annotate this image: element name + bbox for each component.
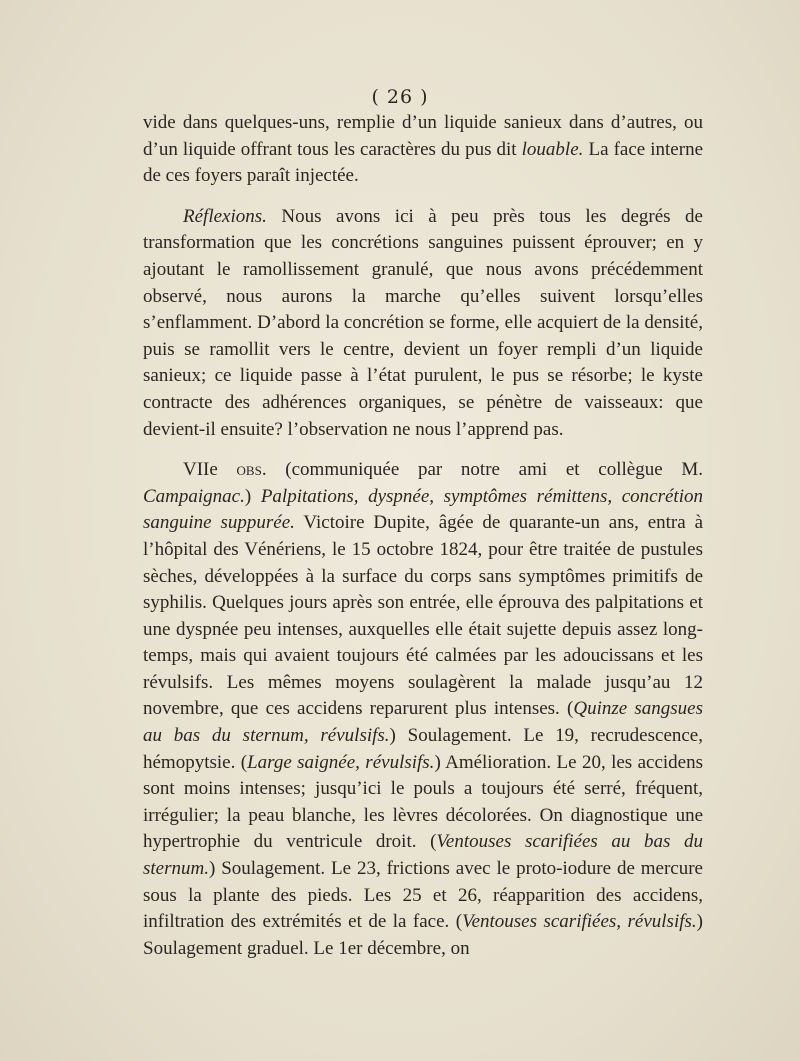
- paragraph-reflexions: [143, 204, 703, 443]
- text-run: ): [244, 485, 261, 507]
- text-run: ) Soulagement. Le 19, recrudescence, hémopytsie. (: [143, 725, 703, 773]
- text-run: Nous avons ici à peu près tous les degrés de transformation que les concrétions sanguines puissent éprouver; en y ajoutant le ramollissement granulé, que nous avons précédemment observé, nous aurons la marche qu’elles suivent lorsqu’elles s’enflamment. D’abord la concrétion se forme, elle acquiert de la densité, puis se ramollit vers le centre, devient un foyer rempli d’un liquide sanieux; ce liquide passe à l’état purulent, le pus se résorbe; le kyste contracte des adhérences organiques, se pénètre de vaisseaux: que devient-il ensuite? l’observation ne nous l’apprend pas.: [143, 205, 703, 440]
- emphasis: louable.: [521, 138, 584, 160]
- paragraph-continuation: [143, 110, 703, 190]
- text-run: ) Amélioration. Le 20, les accidens sont moins intenses; jusqu’ici le pouls a toujours été serré, fréquent, irrégulier; la peau blanche, les lèvres décolorées. On diagnostique une hypertrophie du ventricule droit. (: [143, 751, 703, 853]
- observation-label: obs.: [236, 459, 267, 481]
- treatment: Quinze sangsues au bas du sternum, révulsifs.: [143, 698, 703, 747]
- text-run: (communiquée par notre ami et collègue M.: [266, 459, 704, 481]
- text-run: Victoire Dupite, âgée de quarante-un ans, entra à l’hôpital des Vénériens, le 15 octobre 1824, pour être traitée de pustules sèches, développées à la surface du corps sans symptômes primitifs de syphilis. Quelques jours après son entrée, elle éprouva des palpitations et une dyspnée peu intenses, auxquelles elle était sujette depuis assez long-temps, mais qui avaient toujours été calmées par les adoucissans et les révulsifs. Les mêmes moyens soulagèrent la malade jusqu’au 12 novembre, que ces accidens reparurent plus intenses. (: [143, 512, 703, 720]
- observation-title: Palpitations, dyspnée, symptômes rémittens, concrétion sanguine suppurée.: [143, 485, 703, 534]
- observation-number: VIIe: [183, 459, 237, 481]
- text-run: ) Soulagement. Le 23, frictions avec le proto-iodure de mercure sous la plante des pieds. Les 25 et 26, réapparition des accidens, infiltration des extrémités et de la face. (: [143, 858, 703, 933]
- body-text: [143, 110, 703, 962]
- treatment: Large saignée, révulsifs.: [247, 751, 435, 773]
- treatment: Ventouses scarifiées au bas du sternum.: [143, 831, 703, 880]
- paragraph-observation: [143, 457, 703, 962]
- text-run: La face interne de ces foyers paraît injectée.: [143, 138, 704, 187]
- emphasis: Campaignac.: [143, 485, 245, 507]
- treatment: Ventouses scarifiées, révulsifs.: [462, 911, 697, 933]
- section-heading: Réflexions.: [183, 205, 267, 227]
- page-number: ( 26 ): [371, 86, 429, 108]
- text-run: ) Soulagement graduel. Le 1er décembre, on: [143, 911, 703, 959]
- text-run: vide dans quelques-uns, remplie d’un liquide sanieux dans d’autres, ou d’un liquide offrant tous les caractères du pus dit: [143, 112, 703, 160]
